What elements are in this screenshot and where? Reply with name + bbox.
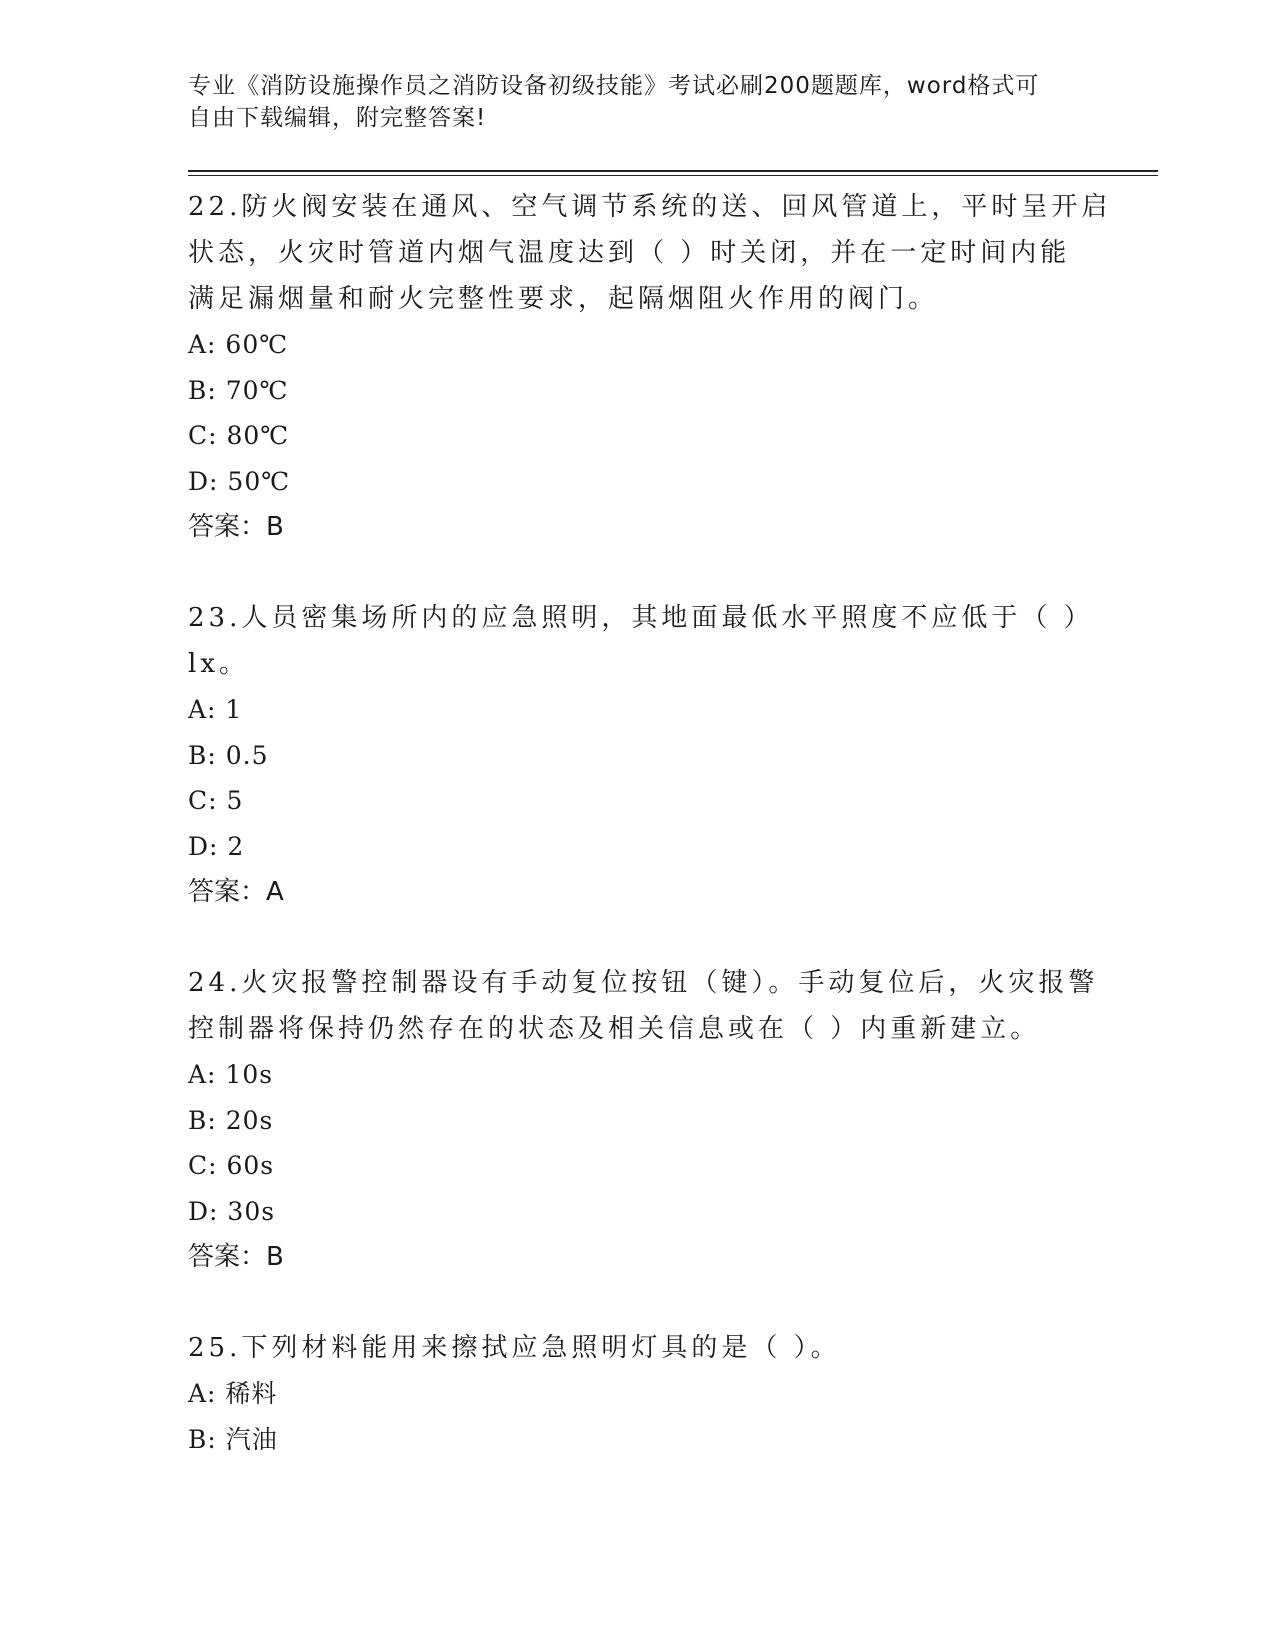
option-d: D: 30s — [188, 1196, 276, 1226]
option-d: D: 2 — [188, 831, 245, 861]
question-text-line: 25.下列材料能用来擦拭应急照明灯具的是（ ）。 — [188, 1333, 841, 1363]
option-a: A: 60℃ — [188, 330, 289, 359]
question-24 — [188, 960, 1158, 1280]
option-c: C: 60s — [188, 1151, 275, 1180]
question-25 — [188, 1325, 1158, 1462]
header-rule — [188, 170, 1158, 172]
question-text-line: lx。 — [188, 649, 249, 679]
document-page — [188, 70, 1158, 1462]
option-c: C: 80℃ — [188, 421, 290, 450]
option-a: A: 10s — [188, 1060, 274, 1089]
spacer — [188, 550, 1158, 595]
question-23 — [188, 595, 1158, 915]
option-b: B: 汽油 — [188, 1424, 278, 1454]
header-line-1: 专业《消防设施操作员之消防设备初级技能》考试必刷200题题库，word格式可 — [188, 73, 1040, 99]
question-22 — [188, 184, 1158, 550]
option-b: B: 0.5 — [188, 740, 269, 770]
option-b: B: 20s — [188, 1105, 274, 1135]
spacer — [188, 915, 1158, 960]
question-text-line: 22.防火阀安装在通风、空气调节系统的送、回风管道上，平时呈开启 — [188, 192, 1112, 222]
option-a: A: 稀料 — [188, 1379, 278, 1408]
question-text-line: 状态，火灾时管道内烟气温度达到（ ）时关闭，并在一定时间内能 — [188, 238, 1071, 268]
answer-line: 答案：A — [188, 877, 284, 907]
answer-line: 答案：B — [188, 1242, 284, 1272]
question-text-line: 24.火灾报警控制器设有手动复位按钮（键）。手动复位后，火灾报警 — [188, 968, 1099, 998]
question-text-line: 23.人员密集场所内的应急照明，其地面最低水平照度不应低于（ ） — [188, 603, 1094, 633]
question-text-line: 满足漏烟量和耐火完整性要求，起隔烟阻火作用的阀门。 — [188, 284, 939, 314]
header-line-2: 自由下载编辑，附完整答案! — [188, 105, 487, 131]
option-b: B: 70℃ — [188, 375, 289, 405]
spacer — [188, 1280, 1158, 1325]
header-rule-thin — [188, 175, 1158, 176]
option-a: A: 1 — [188, 695, 243, 724]
question-text-line: 控制器将保持仍然存在的状态及相关信息或在（ ）内重新建立。 — [188, 1014, 1041, 1044]
answer-line: 答案：B — [188, 512, 284, 542]
option-d: D: 50℃ — [188, 466, 291, 496]
option-c: C: 5 — [188, 786, 244, 815]
